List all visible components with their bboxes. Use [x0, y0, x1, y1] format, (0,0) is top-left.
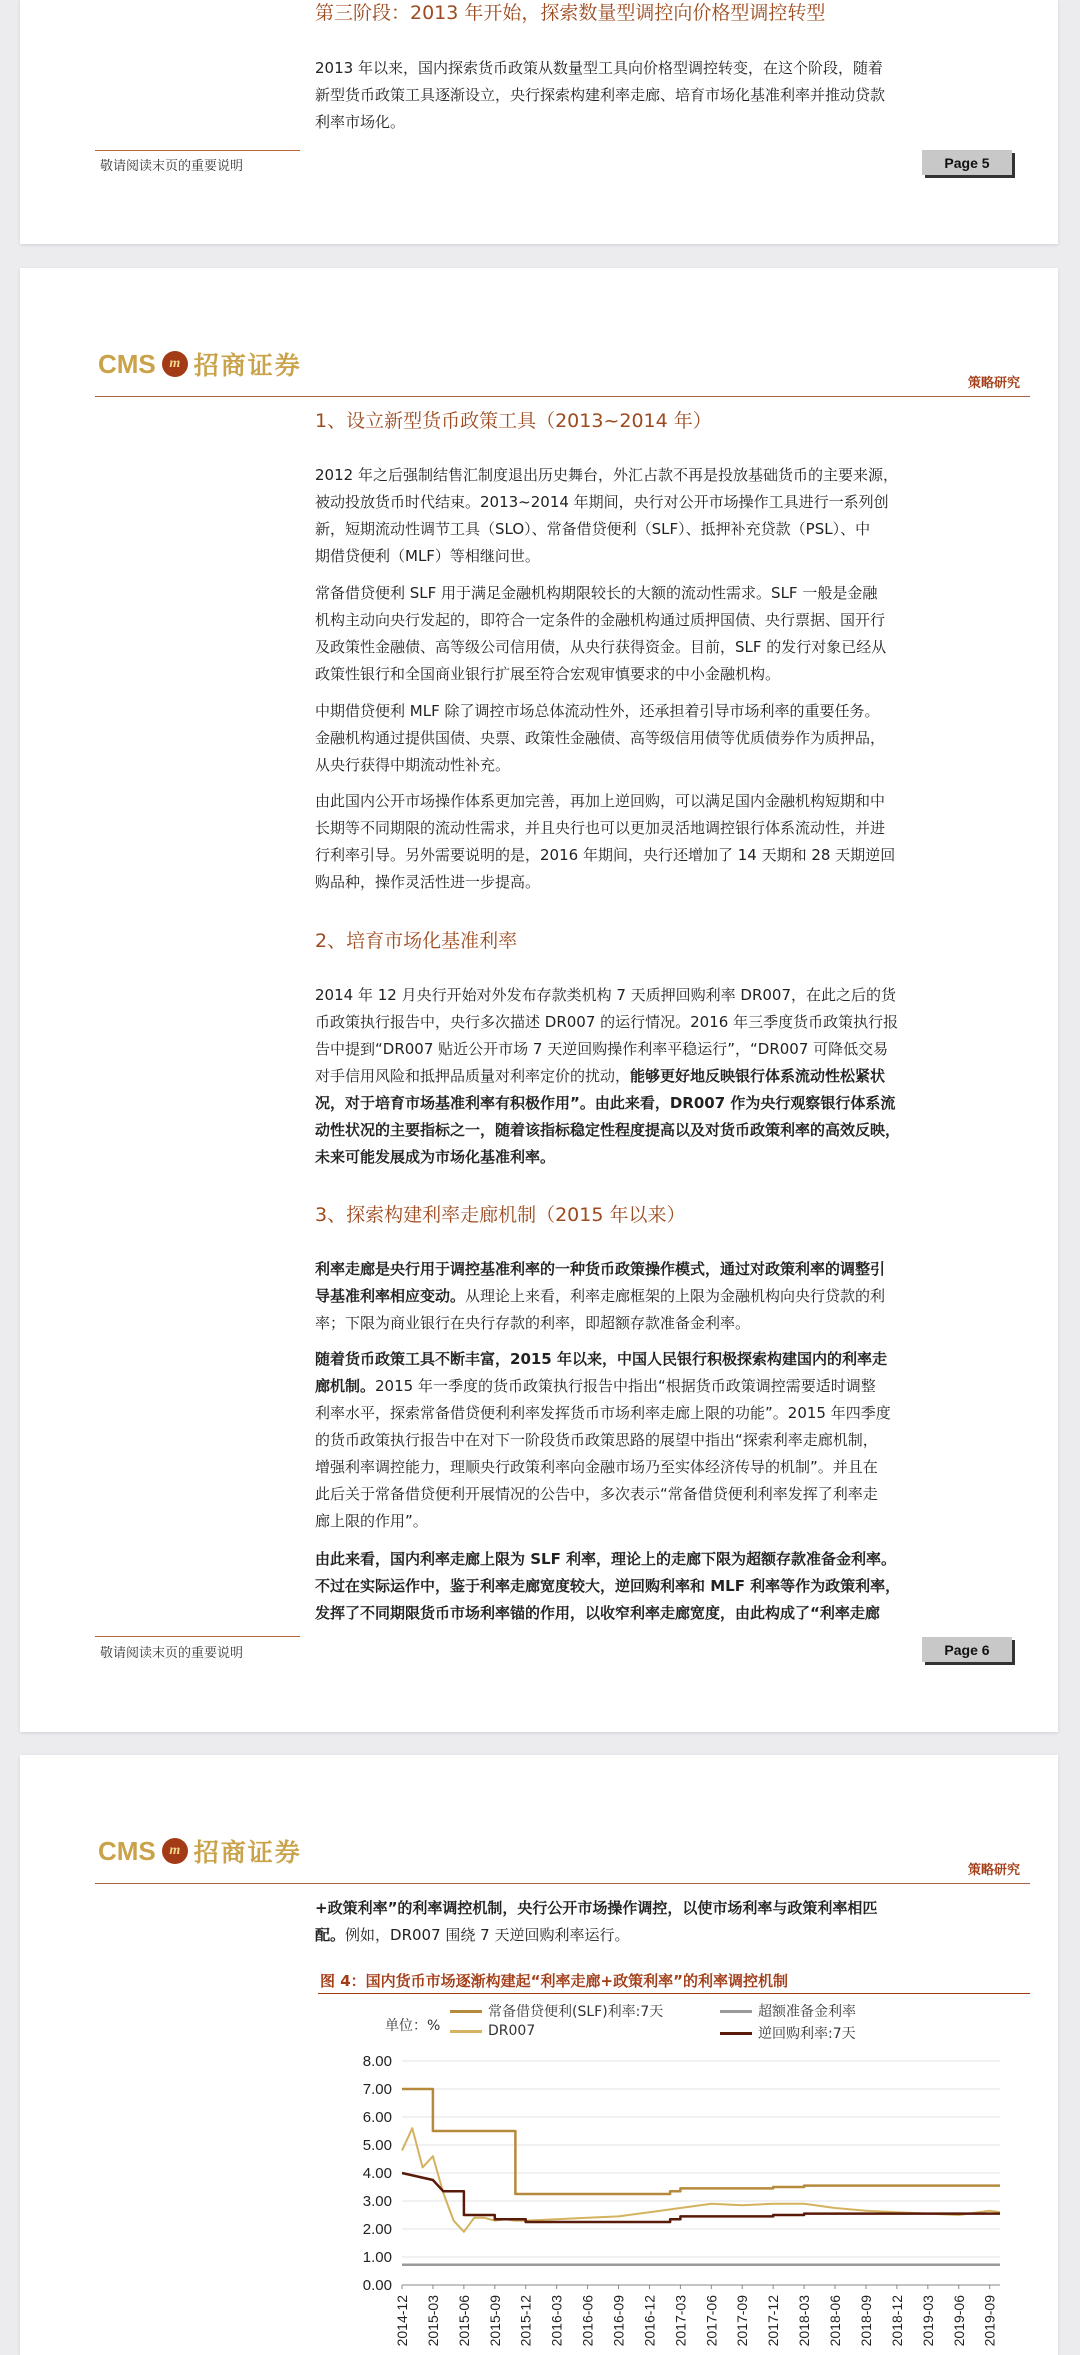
- continuation-paragraph: [315, 1895, 1035, 1949]
- logo-chinese-text: 招商证券: [193, 351, 302, 380]
- text-line: 新型货币政策工具逐渐设立，央行探索构建利率走廊、培育市场化基准利率并推动贷款: [315, 86, 886, 104]
- y-tick-label: 4.00: [362, 2165, 392, 2182]
- text-line: 此后关于常备借贷便利开展情况的公告中，多次表示“常备借贷便利利率发挥了利率走: [315, 1485, 878, 1503]
- footer-disclaimer: 敬请阅读末页的重要说明: [100, 1646, 244, 1661]
- x-tick-label: 2016-06: [579, 2295, 596, 2347]
- stage-three-paragraph: [315, 55, 1025, 136]
- section-3-paragraph-2: [315, 1346, 1025, 1535]
- text-line: 2012 年之后强制结售汇制度退出历史舞台，外汇占款不再是投放基础货币的主要来源，: [315, 466, 898, 484]
- report-page-6: [20, 268, 1058, 1732]
- stage-three-heading: 第三阶段：2013 年开始，探索数量型调控向价格型调控转型: [315, 2, 826, 24]
- text-line: 告中提到“DR007 贴近公开市场 7 天逆回购操作利率平稳运行”，“DR007 可降低交易: [315, 1040, 889, 1058]
- section-1-paragraph-4: [315, 788, 1025, 896]
- text-line: 常备借贷便利 SLF 用于满足金融机构期限较长的大额的流动性需求。SLF 一般是金融: [315, 584, 878, 602]
- header-tag: 策略研究: [967, 376, 1020, 391]
- bold-run: 配。: [315, 1926, 346, 1944]
- x-tick-label: 2015-12: [517, 2295, 534, 2347]
- text-line: 长期等不同期限的流动性需求，并且央行也可以更加灵活地调控银行体系流动性，并进: [315, 819, 886, 837]
- bold-run: 导基准利率相应变动。: [315, 1287, 466, 1305]
- legend-swatch: [450, 2010, 482, 2013]
- rate-corridor-chart: [340, 2043, 1040, 2355]
- logo-mark-icon: m: [162, 1838, 188, 1864]
- text-line: [315, 1063, 1035, 1090]
- text-run: 对手信用风险和抵押品质量对利率定价的扰动，: [315, 1067, 631, 1085]
- x-tick-label: 2015-03: [424, 2295, 441, 2347]
- section-1-paragraph-1: [315, 462, 1025, 570]
- x-tick-label: 2016-09: [610, 2295, 627, 2347]
- x-tick-label: 2016-12: [641, 2295, 658, 2347]
- legend-label: 超额准备金利率: [758, 2004, 856, 2020]
- text-line: 廊上限的作用”。: [315, 1512, 428, 1530]
- header-tag: 策略研究: [967, 1863, 1020, 1878]
- legend-label: DR007: [488, 2023, 536, 2039]
- logo-cms-text: CMS: [98, 348, 156, 379]
- y-tick-label: 3.00: [362, 2193, 392, 2210]
- y-tick-label: 0.00: [362, 2277, 392, 2294]
- y-tick-label: 7.00: [362, 2081, 392, 2098]
- section-3-heading: 3、探索构建利率走廊机制（2015 年以来）: [315, 1204, 686, 1226]
- legend-item-dr007: [450, 2023, 535, 2039]
- bold-run: 廊机制。: [315, 1377, 376, 1395]
- footer-divider: [95, 1636, 300, 1637]
- text-line: 期借贷便利（MLF）等相继问世。: [315, 547, 540, 565]
- text-line: 率；下限为商业银行在央行存款的利率，即超额存款准备金利率。: [315, 1314, 751, 1332]
- x-tick-label: 2017-09: [734, 2295, 751, 2347]
- y-tick-label: 5.00: [362, 2137, 392, 2154]
- text-line: 利率走廊是央行用于调控基准利率的一种货币政策操作模式，通过对政策利率的调整引: [315, 1260, 886, 1278]
- figure-title: 图 4：国内货币市场逐渐构建起“利率走廊+政策利率”的利率调控机制: [320, 1972, 788, 1990]
- x-tick-label: 2019-03: [919, 2295, 936, 2347]
- text-line: 中期借贷便利 MLF 除了调控市场总体流动性外，还承担着引导市场利率的重要任务。: [315, 702, 880, 720]
- x-tick-label: 2018-12: [888, 2295, 905, 2347]
- section-3-paragraph-1: [315, 1256, 1025, 1337]
- logo-mark-icon: m: [162, 351, 188, 377]
- text-line: 增强利率调控能力，理顺央行政策利率向金融市场乃至实体经济传导的机制”。并且在: [315, 1458, 878, 1476]
- series-line: [402, 2089, 1000, 2194]
- y-tick-label: 2.00: [362, 2221, 392, 2238]
- legend-item-reverse-repo: [720, 2023, 856, 2043]
- legend-swatch: [450, 2030, 482, 2033]
- text-line: 币政策执行报告中，央行多次描述 DR007 的运行情况。2016 年三季度货币政策执行报: [315, 1013, 899, 1031]
- footer-divider: [95, 150, 300, 151]
- text-line: 2013 年以来，国内探索货币政策从数量型工具向价格型调控转变，在这个阶段，随着: [315, 59, 883, 77]
- text-line: [315, 1283, 1025, 1310]
- x-tick-label: 2017-03: [672, 2295, 689, 2347]
- section-1-heading: 1、设立新型货币政策工具（2013~2014 年）: [315, 410, 712, 432]
- legend-item-excess-reserve: [720, 2001, 856, 2021]
- text-line: 发挥了不同期限货币市场利率锚的作用，以收窄利率走廊宽度，由此构成了“利率走廊: [315, 1604, 880, 1622]
- text-line: 利率水平，探索常备借贷便利利率发挥货币市场利率走廊上限的功能”。2015 年四季度: [315, 1404, 891, 1422]
- section-1-paragraph-2: [315, 580, 1025, 688]
- text-line: 购品种，操作灵活性进一步提高。: [315, 873, 541, 891]
- text-line: 由此国内公开市场操作体系更加完善，再加上逆回购，可以满足国内金融机构短期和中: [315, 792, 886, 810]
- text-line: 新，短期流动性调节工具（SLO）、常备借贷便利（SLF）、抵押补充贷款（PSL）、中: [315, 520, 871, 538]
- x-tick-label: 2017-06: [703, 2295, 720, 2347]
- text-line: 行利率引导。另外需要说明的是，2016 年期间，央行还增加了 14 天期和 28 天期逆回: [315, 846, 896, 864]
- section-1-paragraph-3: [315, 698, 1025, 779]
- section-2-paragraph: [315, 982, 1035, 1171]
- text-line: 金融机构通过提供国债、央票、政策性金融债、高等级信用债等优质债券作为质押品，: [315, 729, 886, 747]
- series-line: [402, 2173, 1000, 2222]
- legend-label: 常备借贷便利(SLF)利率:7天: [488, 2004, 664, 2020]
- x-tick-label: 2018-03: [796, 2295, 813, 2347]
- legend-item-slf: [450, 2001, 663, 2021]
- unit-label: 单位：%: [385, 2018, 441, 2034]
- text-run: 从理论上来看，利率走廊框架的上限为金融机构向央行贷款的利: [465, 1287, 886, 1305]
- x-tick-label: 2015-09: [486, 2295, 503, 2347]
- text-line: 2014 年 12 月央行开始对外发布存款类机构 7 天质押回购利率 DR007，在此之后的货: [315, 986, 897, 1004]
- text-line: 从央行获得中期流动性补充。: [315, 756, 511, 774]
- text-line: [315, 1373, 1025, 1400]
- text-run: 2015 年一季度的货币政策执行报告中指出“根据货币政策调控需要适时调整: [375, 1377, 876, 1395]
- report-page-7: [20, 1755, 1058, 2355]
- cms-logo: [98, 346, 302, 382]
- bold-run: 能够更好地反映银行体系流动性松紧状: [630, 1067, 886, 1085]
- legend-swatch: [720, 2010, 752, 2013]
- page-number-badge: Page 5: [922, 150, 1012, 175]
- cms-logo: [98, 1833, 302, 1869]
- x-tick-label: 2018-09: [857, 2295, 874, 2347]
- x-tick-label: 2015-06: [455, 2295, 472, 2347]
- text-line: 由此来看，国内利率走廊上限为 SLF 利率，理论上的走廊下限为超额存款准备金利率。: [315, 1550, 897, 1568]
- text-line: 动性状况的主要指标之一，随着该指标稳定性程度提高以及对货币政策利率的高效反映，: [315, 1121, 901, 1139]
- report-page-5: [20, 0, 1058, 244]
- header-divider: [95, 396, 1030, 397]
- legend-swatch: [720, 2032, 752, 2035]
- legend-label: 逆回购利率:7天: [758, 2026, 856, 2042]
- text-line: 及政策性金融债、高等级公司信用债，从央行获得资金。目前，SLF 的发行对象已经从: [315, 638, 887, 656]
- text-line: 未来可能发展成为市场化基准利率。: [315, 1148, 556, 1166]
- text-line: 政策性银行和全国商业银行扩展至符合宏观审慎要求的中小金融机构。: [315, 665, 781, 683]
- header-divider: [95, 1883, 1030, 1884]
- text-line: +政策利率”的利率调控机制，央行公开市场操作调控，以使市场利率与政策利率相匹: [315, 1899, 878, 1917]
- logo-cms-text: CMS: [98, 1835, 156, 1866]
- logo-chinese-text: 招商证券: [193, 1838, 302, 1867]
- y-tick-label: 6.00: [362, 2109, 392, 2126]
- text-line: 的货币政策执行报告中在对下一阶段货币政策思路的展望中指出“探索利率走廊机制，: [315, 1431, 878, 1449]
- x-tick-label: 2019-09: [981, 2295, 998, 2347]
- figure-title-rule: [318, 1993, 1030, 1994]
- x-tick-label: 2019-06: [950, 2295, 967, 2347]
- x-tick-label: 2018-06: [827, 2295, 844, 2347]
- section-3-paragraph-3: [315, 1546, 1035, 1627]
- text-line: 被动投放货币时代结束。2013~2014 年期间，央行对公开市场操作工具进行一系列创: [315, 493, 889, 511]
- text-line: [315, 1922, 1035, 1949]
- x-tick-label: 2016-03: [548, 2295, 565, 2347]
- footer-disclaimer: 敬请阅读末页的重要说明: [100, 159, 244, 174]
- x-tick-label: 2017-12: [765, 2295, 782, 2347]
- text-line: 况，对于培育市场基准利率有积极作用”。由此来看，DR007 作为央行观察银行体系流: [315, 1094, 896, 1112]
- text-run: 例如，DR007 围绕 7 天逆回购利率运行。: [345, 1926, 630, 1944]
- page-number-badge: Page 6: [922, 1637, 1012, 1662]
- text-line: 利率市场化。: [315, 113, 406, 131]
- section-2-heading: 2、培育市场化基准利率: [315, 930, 518, 952]
- text-line: 随着货币政策工具不断丰富，2015 年以来，中国人民银行积极探索构建国内的利率走: [315, 1350, 887, 1368]
- y-tick-label: 1.00: [362, 2249, 392, 2266]
- text-line: 不过在实际运作中，鉴于利率走廊宽度较大，逆回购利率和 MLF 利率等作为政策利率，: [315, 1577, 901, 1595]
- x-tick-label: 2014-12: [394, 2295, 410, 2347]
- y-tick-label: 8.00: [362, 2053, 392, 2070]
- text-line: 机构主动向央行发起的，即符合一定条件的金融机构通过质押国债、央行票据、国开行: [315, 611, 886, 629]
